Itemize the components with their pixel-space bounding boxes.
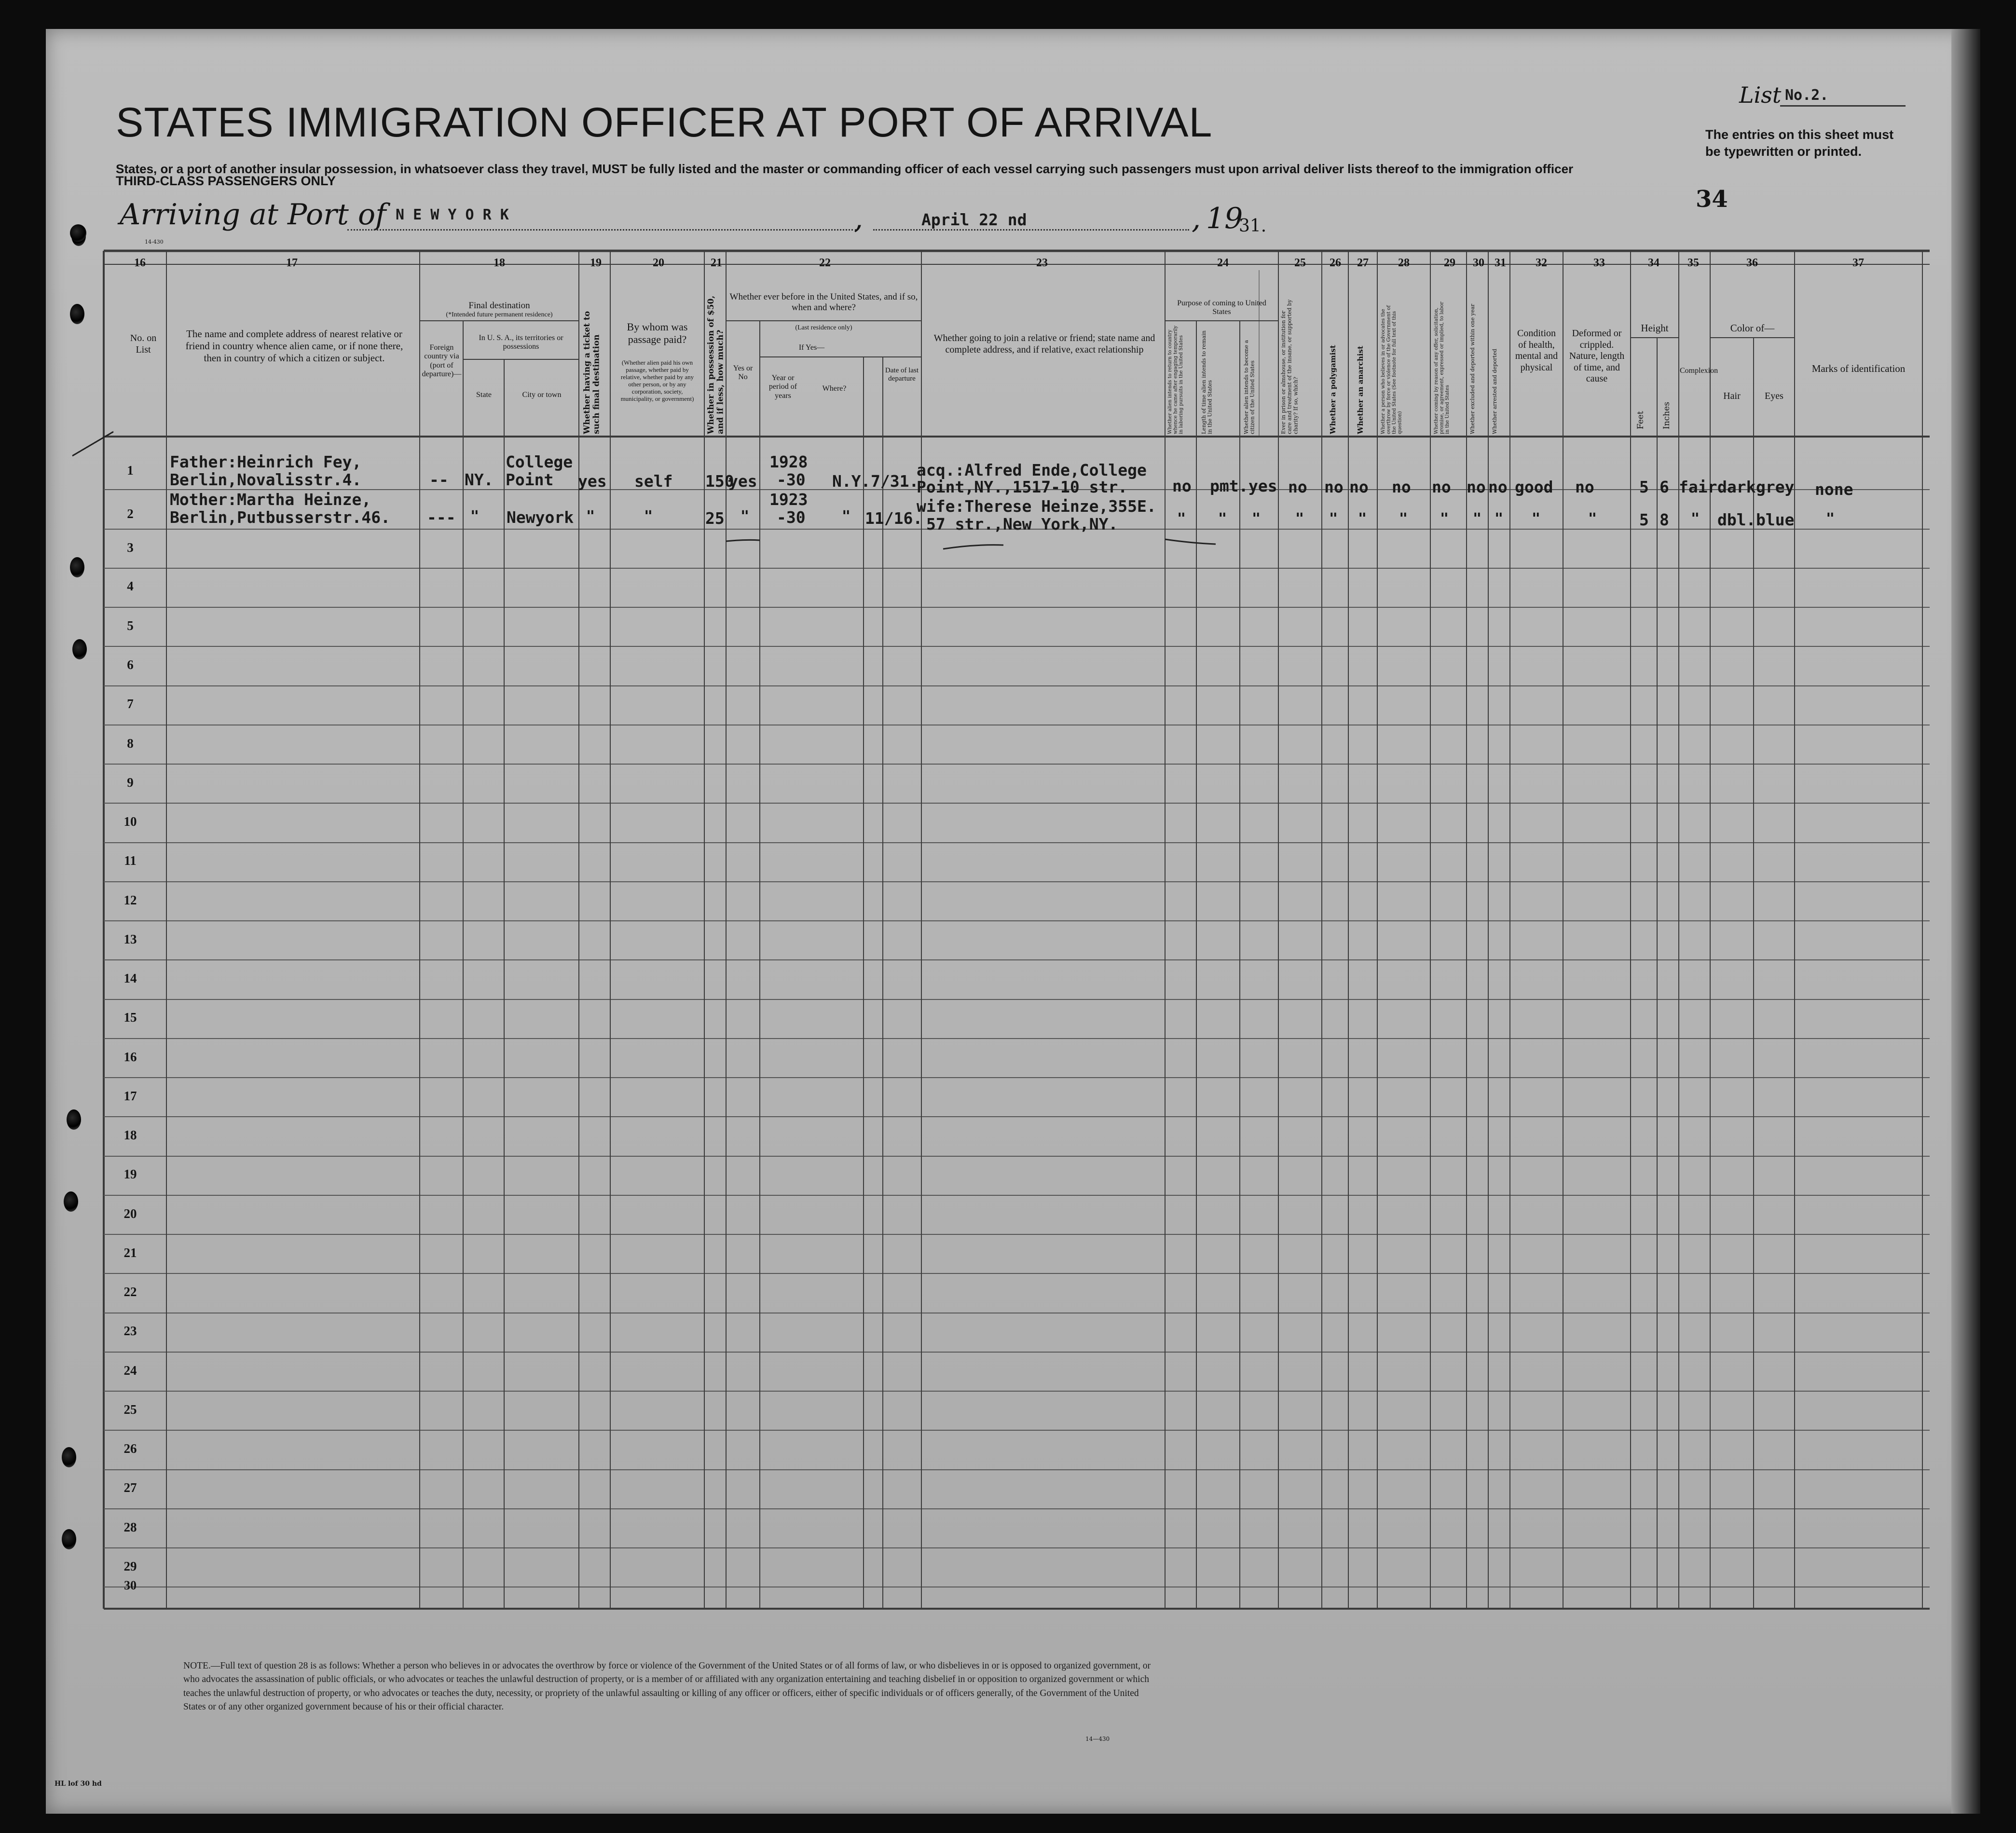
column-number: 36 xyxy=(1746,257,1758,269)
header-last-departure: Date of last departure xyxy=(885,367,919,383)
header-anarchist: Whether an anarchist xyxy=(1356,345,1365,434)
join-relative: acq.:Alfred Ende,College xyxy=(917,461,1147,479)
header-join-relative: Whether going to join a relative or friend; state name and complete address, and if relative, exact relationship xyxy=(933,333,1155,355)
row-number: 24 xyxy=(123,1363,137,1378)
join-relative-line2: 57 str.,New York,NY. xyxy=(926,515,1118,533)
excluded: no xyxy=(1467,478,1486,496)
eye-color: blue xyxy=(1756,510,1795,529)
year-suffix: 31. xyxy=(1239,216,1267,236)
money: 150 xyxy=(705,472,734,491)
column-number: 35 xyxy=(1687,257,1699,269)
arrested: no xyxy=(1488,478,1508,496)
date-comma: , xyxy=(854,202,864,235)
relative-name: Mother:Martha Heinze, xyxy=(170,490,371,509)
polygamist: " xyxy=(1329,510,1338,527)
row-number: 16 xyxy=(123,1050,137,1064)
row-number: 30 xyxy=(124,1578,137,1592)
column-number: 20 xyxy=(653,257,664,269)
prison: no xyxy=(1288,478,1307,496)
row-number: 6 xyxy=(127,657,134,672)
arriving-label: Arriving at Port of xyxy=(120,198,386,232)
column-number: 28 xyxy=(1398,257,1410,269)
header-no-on-list: No. on List xyxy=(130,333,157,355)
state: " xyxy=(470,508,480,525)
row-number: 26 xyxy=(123,1441,137,1456)
row-number: 21 xyxy=(123,1245,137,1260)
height-feet: 5 xyxy=(1639,510,1649,529)
header-arrested: Whether arrested and deported xyxy=(1492,349,1498,434)
port-value: N E W Y O R K xyxy=(396,206,509,223)
row-number: 14 xyxy=(123,971,137,985)
class-label: THIRD-CLASS PASSENGERS ONLY xyxy=(116,174,336,188)
ever-before: " xyxy=(741,508,750,525)
column-number: 37 xyxy=(1852,257,1864,269)
arrival-date: April 22 nd xyxy=(921,210,1027,229)
row-number: 23 xyxy=(123,1324,137,1338)
header-in-usa: In U. S. A., its territories or possessions xyxy=(479,334,563,351)
header-feet: Feet xyxy=(1636,411,1646,429)
column-number: 27 xyxy=(1357,257,1369,269)
city: Newyork xyxy=(507,508,574,527)
row-number: 9 xyxy=(127,775,134,790)
purpose-return: no xyxy=(1172,477,1192,495)
row-number: 5 xyxy=(127,618,134,633)
hl-mark: HL lof 30 hd xyxy=(55,1780,102,1788)
polygamist: no xyxy=(1324,478,1344,496)
arrested: " xyxy=(1495,510,1504,527)
header-state: State xyxy=(476,391,492,399)
header-city: City or town xyxy=(522,391,562,399)
row-number: 19 xyxy=(123,1167,137,1181)
relative-address: Berlin,Putbusserstr.46. xyxy=(170,508,390,527)
header-ticket: Whether having a ticket to such final destination xyxy=(582,311,602,434)
row-number: 17 xyxy=(123,1089,137,1103)
typewritten-note: The entries on this sheet must be typewritten or printed. xyxy=(1705,127,1894,159)
column-number: 34 xyxy=(1648,257,1659,269)
header-excluded: Whether excluded and deported within one year xyxy=(1469,303,1476,434)
header-yes-no: Yes or No xyxy=(733,364,753,382)
row-number: 15 xyxy=(123,1010,137,1025)
footnote-question-28: NOTE.—Full text of question 28 is as follows: Whether a person who believes in or advocates the overthrow by force or violence of the Government of the United States or of all forms of law, or who disbelieves in or is opposed to organized government, or who advocates the assassination of public officials, or who advocates or teaches the unlawful destruction of property, or is a member of or affiliated with any organization entertaining and teaching disbelief in or opposition to organized government or which teaches the unlawful destruction of property, or who advocates or teaches the duty, necessity, or propriety of the unlawful assaulting or killing of any officer or officers, either of specific individuals or of officers generally, of the Government of the United States or of any other organized government because of his or their official character. xyxy=(183,1661,1151,1712)
years: 1923 xyxy=(769,490,808,509)
where: N.Y. xyxy=(832,472,871,491)
column-number: 25 xyxy=(1294,257,1306,269)
ticket: " xyxy=(586,508,595,525)
header-color-of: Color of— xyxy=(1730,322,1775,334)
relative-name: Father:Heinrich Fey, xyxy=(170,452,362,471)
column-number: 29 xyxy=(1444,257,1455,269)
anarchist: no xyxy=(1349,478,1369,496)
foreign-port: --- xyxy=(427,508,456,527)
column-number: 22 xyxy=(819,257,831,269)
header-money: Whether in possession of $50, and if less, how much? xyxy=(706,295,726,434)
city-line2: Point xyxy=(506,470,554,489)
row-number: 25 xyxy=(123,1402,137,1417)
height-inches: 6 xyxy=(1659,478,1669,496)
header-purpose-return: Whether alien intends to return to country whence he came after engaging temporarily in laboring pursuits in the United States xyxy=(1167,325,1184,434)
row-number: 28 xyxy=(123,1520,137,1534)
header-final-destination: Final destination xyxy=(468,301,530,311)
list-number: No.2. xyxy=(1785,87,1829,104)
city: College xyxy=(506,452,573,471)
header-eyes: Eyes xyxy=(1765,391,1783,401)
labor-offer: " xyxy=(1440,510,1449,527)
row-number: 2 xyxy=(127,506,134,521)
row-number: 20 xyxy=(123,1206,137,1221)
header-hair: Hair xyxy=(1723,391,1741,401)
prison: " xyxy=(1295,510,1304,527)
header-marks: Marks of identification xyxy=(1811,363,1906,374)
column-number: 21 xyxy=(711,257,722,269)
relative-address: Berlin,Novalisstr.4. xyxy=(170,470,362,489)
foreign-port: -- xyxy=(429,470,449,489)
ever-before: yes xyxy=(728,472,757,491)
column-number: 16 xyxy=(134,257,146,269)
column-number: 33 xyxy=(1593,257,1605,269)
header-if-yes: If Yes— xyxy=(798,343,825,352)
years-line2: -30 xyxy=(777,508,806,527)
header-overthrow: Whether a person who believes in or advocates the overthrow by force or violence of the Government of the United States (See footnote for full text of this question) xyxy=(1381,305,1403,434)
excluded: " xyxy=(1473,510,1482,527)
hair-color: dark xyxy=(1717,478,1756,496)
list-label: List xyxy=(1739,82,1782,108)
row-number: 1 xyxy=(127,463,134,478)
header-purpose-citizen: Whether alien intends to become a citizen of the United States xyxy=(1243,340,1256,434)
header-foreign-country: Foreign country via (port of departure)— xyxy=(422,343,462,379)
height-feet: 5 xyxy=(1639,478,1649,496)
form-mark-bottom: 14—430 xyxy=(1085,1736,1110,1742)
sheet-number: 34 xyxy=(1696,186,1728,213)
column-number: 32 xyxy=(1536,257,1547,269)
column-number: 30 xyxy=(1473,257,1484,269)
instructions-text: States, or a port of another insular possession, in whatsoever class they travel, MUST be fully listed and the master or commanding officer of each vessel carrying such passengers must upon arrival deliver lists thereof to the immigration officer xyxy=(116,162,1574,176)
header-ever-before: Whether ever before in the United States, and if so, when and where? xyxy=(729,292,918,313)
row-number: 4 xyxy=(127,579,134,593)
row-number: 7 xyxy=(127,697,134,711)
join-relative: wife:Therese Heinze,355E. xyxy=(917,497,1156,516)
complexion: fair xyxy=(1679,478,1717,496)
row-number: 3 xyxy=(127,540,134,555)
departure: 11/16. xyxy=(865,509,923,528)
paid-by: " xyxy=(644,508,653,525)
years: 1928 xyxy=(769,452,808,471)
header-height: Height xyxy=(1641,322,1669,334)
column-number: 23 xyxy=(1036,257,1048,269)
deformed: " xyxy=(1588,510,1597,527)
column-number: 18 xyxy=(494,257,505,269)
years-line2: -30 xyxy=(777,470,806,489)
year-comma: , xyxy=(1192,202,1201,235)
year-prefix: 19 xyxy=(1206,202,1243,235)
overthrow: " xyxy=(1399,510,1408,527)
row-number: 29 xyxy=(123,1559,137,1573)
header-ever-before-note: (Last residence only) xyxy=(795,324,852,331)
row-number: 12 xyxy=(123,893,137,907)
hair-color: dbl. xyxy=(1717,510,1756,529)
deformed: no xyxy=(1575,478,1594,496)
header-final-destination-note: (*Intended future permanent residence) xyxy=(446,311,553,318)
row-number: 18 xyxy=(123,1128,137,1142)
header-prison: Ever in prison or almshouse, or institution for care and treatment of the insane, or supported by charity? If so, which? xyxy=(1280,299,1299,434)
eye-color: grey xyxy=(1756,478,1795,496)
marks: " xyxy=(1826,510,1835,527)
join-relative-line2: Point,NY.,1517-10 str. xyxy=(917,478,1128,496)
money: 25 xyxy=(705,509,725,528)
row-number: 8 xyxy=(127,736,134,751)
header-inches: Inches xyxy=(1662,402,1672,429)
row-number: 10 xyxy=(123,814,137,829)
health: " xyxy=(1532,510,1541,527)
header-passage-paid-note: (Whether alien paid his own passage, whether paid by relative, whether paid by any other person, or by any corporation, society, municipality, or government) xyxy=(620,359,694,402)
column-number: 31 xyxy=(1495,257,1506,269)
state: NY. xyxy=(465,470,494,489)
purpose-citizen: yes xyxy=(1248,477,1277,495)
purpose-length: " xyxy=(1218,510,1227,527)
purpose-return: " xyxy=(1177,510,1186,527)
column-number: 19 xyxy=(590,257,602,269)
header-passage-paid: By whom was passage paid? xyxy=(627,321,688,345)
row-number: 11 xyxy=(124,853,137,868)
overthrow: no xyxy=(1392,478,1411,496)
header-deformed: Deformed or crippled. Nature, length of time, and cause xyxy=(1569,328,1625,384)
row-number: 22 xyxy=(123,1285,137,1299)
column-number: 17 xyxy=(286,257,298,269)
header-health: Condition of health, mental and physical xyxy=(1515,328,1558,373)
column-number: 26 xyxy=(1330,257,1341,269)
header-purpose-length: Length of time alien intends to remain in the United States xyxy=(1201,330,1213,434)
labor-offer: no xyxy=(1432,478,1451,496)
header-complexion: Complexion xyxy=(1680,367,1718,375)
height-inches: 8 xyxy=(1659,510,1669,529)
ticket: yes xyxy=(578,472,607,491)
column-number: 24 xyxy=(1217,257,1229,269)
row-number: 13 xyxy=(123,932,137,946)
form-mark-top: 14-430 xyxy=(145,239,164,245)
purpose-length: pmt. xyxy=(1210,477,1248,495)
row-number: 27 xyxy=(123,1480,137,1495)
purpose-citizen: " xyxy=(1252,510,1261,527)
departure: 7/31. xyxy=(871,472,919,491)
where: " xyxy=(842,508,851,525)
header-where: Where? xyxy=(822,384,847,393)
header-labor-offer: Whether coming by reason of any offer, solicitation, promise, or agreement, expressed or implied, to labor in the United States xyxy=(1434,301,1450,434)
paid-by: self xyxy=(634,472,673,491)
complexion: " xyxy=(1691,510,1700,527)
header-purpose: Purpose of coming to United States xyxy=(1177,299,1266,316)
header-year-period: Year or period of years xyxy=(768,374,797,400)
header-relative-address: The name and complete address of nearest relative or friend in country whence alien came, or if none there, then in country of which a citizen or subject. xyxy=(185,328,403,364)
header-polygamist: Whether a polygamist xyxy=(1329,345,1337,434)
page-title: STATES IMMIGRATION OFFICER AT PORT OF ARRIVAL xyxy=(116,99,1213,146)
marks: none xyxy=(1815,480,1853,499)
health: good xyxy=(1515,478,1553,496)
anarchist: " xyxy=(1358,510,1367,527)
